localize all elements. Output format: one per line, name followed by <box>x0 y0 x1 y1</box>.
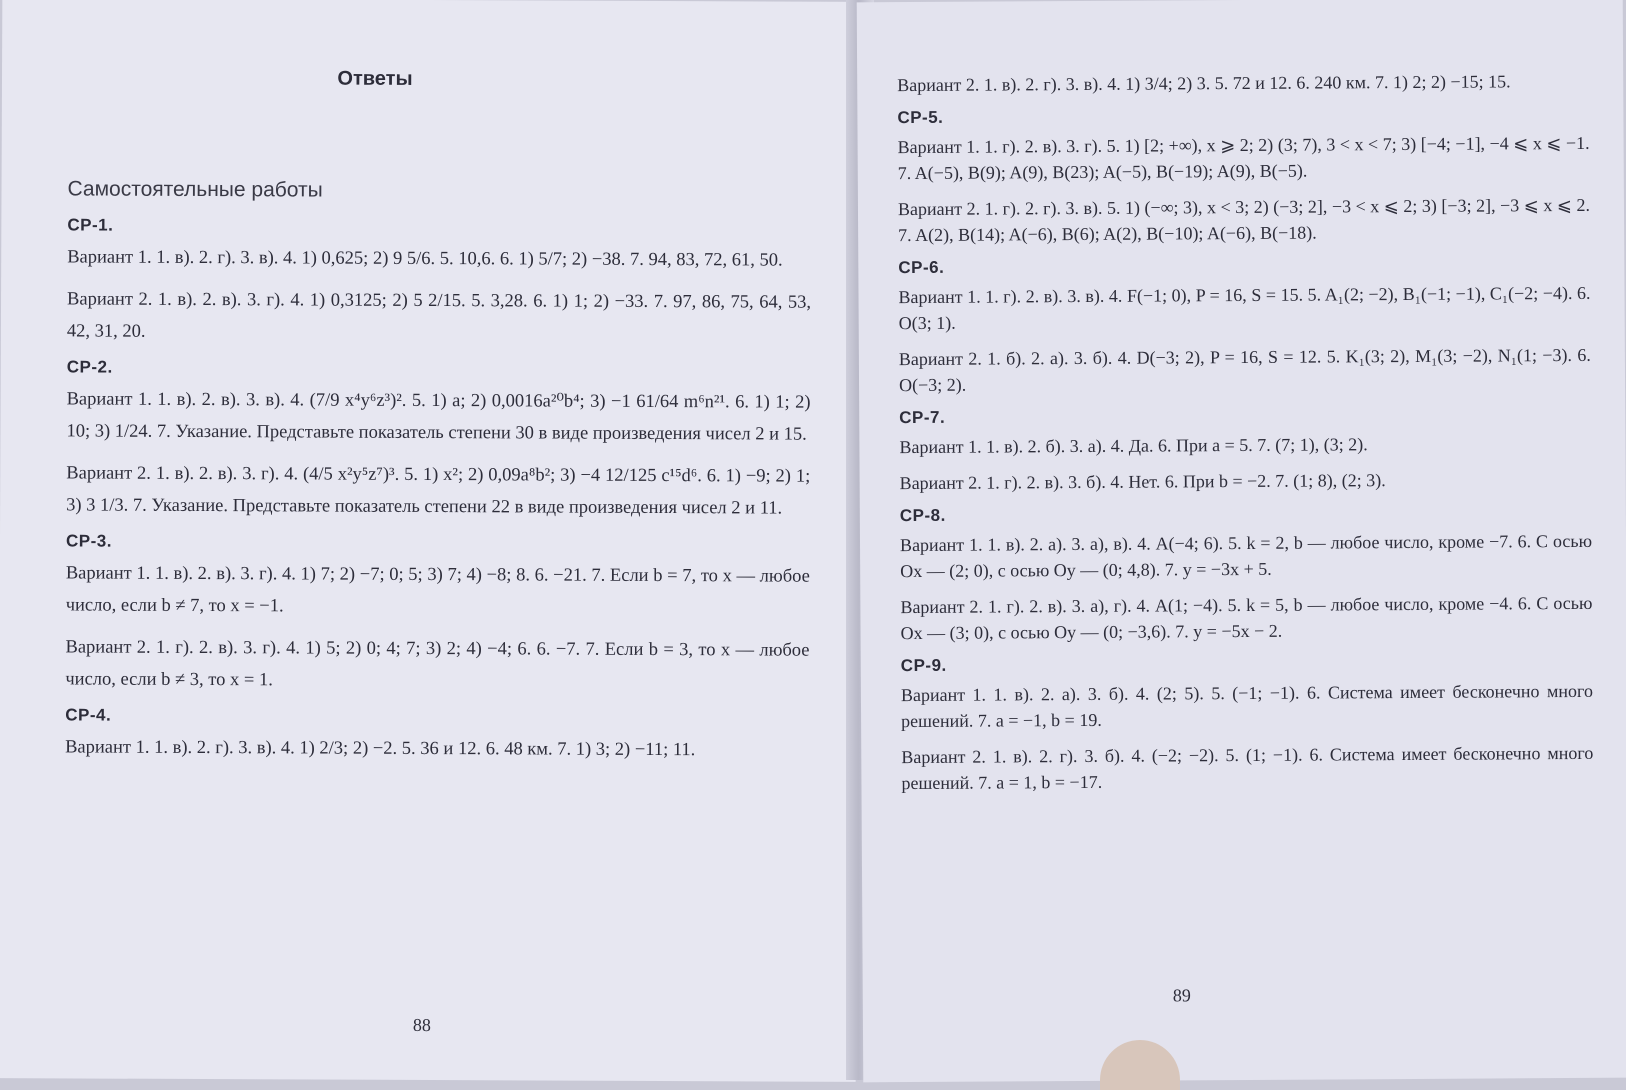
answer-paragraph: Вариант 2. 1. г). 2. в). 3. а), г). 4. A(1; −4). 5. k = 5, b — любое число, кроме −4. 6. С осью Ox — (3; 0), с осью Oy — (0; −3,6). 7. y = −5x − 2. <box>900 592 1593 644</box>
answer-paragraph: Вариант 1. 1. г). 2. в). 3. г). 5. 1) [2; +∞), x ⩾ 2; 2) (3; 7), 3 < x < 7; 3) [−4; −1], −4 ⩽ x ⩽ −1. 7. A(−5), B(9); A(9), B(23); A(−5), B(−19); A(9), B(−5). <box>897 132 1590 184</box>
page-number-left: 88 <box>412 1014 431 1036</box>
answers-title: Ответы <box>337 67 413 90</box>
answer-paragraph: Вариант 1. 1. в). 2. а). 3. а), в). 4. A(−4; 6). 5. k = 2, b — любое число, кроме −7. 6. С осью Ox — (2; 0), с осью Oy — (0; 4,8). 7. y = −3x + 5. <box>899 530 1593 582</box>
section-heading: СР-6. <box>898 257 945 278</box>
section-heading: СР-4. <box>65 705 112 725</box>
right-page <box>857 0 1626 1082</box>
answer-paragraph: Вариант 1. 1. в). 2. г). 3. в). 4. 1) 0,625; 2) 9 5/6. 5. 10,6. 6. 1) 5/7; 2) −38. 7. 94, 83, 72, 61, 50. <box>67 247 783 271</box>
left-answers-content <box>65 215 811 766</box>
answer-paragraph: Вариант 2. 1. в). 2. г). 3. в). 4. 1) 3/4; 2) 3. 5. 72 и 12. 6. 240 км. 7. 1) 2; 2) −15; 15. <box>897 71 1511 96</box>
answer-paragraph: Вариант 1. 1. в). 2. в). 3. г). 4. 1) 7; 2) −7; 0; 5; 3) 7; 4) −8; 8. 6. −21. 7. Если b = 7, то x — любое число, если b ≠ 7, то x = −1. <box>65 563 810 617</box>
section-heading: СР-9. <box>900 655 947 676</box>
answer-paragraph: Вариант 2. 1. г). 2. в). 3. б). 4. Нет. 6. При b = −2. 7. (1; 8), (2; 3). <box>899 470 1386 494</box>
right-answers-content <box>897 68 1593 796</box>
answer-paragraph: Вариант 2. 1. г). 2. в). 3. г). 4. 1) 5; 2) 0; 4; 7; 3) 2; 4) −4; 6. 6. −7. 7. Если b = 3, то x — любое число, если b ≠ 3, то x = 1. <box>65 637 810 691</box>
section-heading: СР-3. <box>65 531 113 551</box>
section-heading: СР-8. <box>899 505 946 526</box>
answer-paragraph: Вариант 2. 1. в). 2. в). 3. г). 4. 1) 0,3125; 2) 5 2/15. 5. 3,28. 6. 1) 1; 2) −33. 7. 97, 86, 75, 64, 53, 42, 31, 20. <box>66 289 812 342</box>
section-heading: СР-5. <box>897 107 944 128</box>
answer-paragraph: Вариант 1. 1. в). 2. г). 3. в). 4. 1) 2/3; 2) −2. 5. 36 и 12. 6. 48 км. 7. 1) 3; 2) −11; 11. <box>65 737 696 761</box>
answer-paragraph: Вариант 1. 1. г). 2. в). 3. в). 4. F(−1; 0), P = 16, S = 15. 5. A₁(2; −2), B₁(−1; −1), C₁(−2; −4). 6. O(3; 1). <box>898 282 1591 334</box>
section-heading: СР-1. <box>67 215 114 235</box>
section-heading: СР-7. <box>899 407 946 428</box>
page-number-right: 89 <box>1172 985 1191 1006</box>
section-title: Самостоятельные работы <box>67 177 323 202</box>
answer-paragraph: Вариант 1. 1. в). 2. а). 3. б). 4. (2; 5). 5. (−1; −1). 6. Система имеет бесконечно много решений. 7. a = −1, b = 19. <box>900 680 1593 732</box>
answer-paragraph: Вариант 1. 1. в). 2. в). 3. в). 4. (7/9 x⁴y⁶z³)². 5. 1) a; 2) 0,0016a²⁰b⁴; 3) −1 61/64 m⁶n²¹. 6. 1) 1; 2) 10; 3) 1/24. 7. Указание. Представьте показатель степени 30 в виде произведения чисел 2 и 15. <box>66 389 811 445</box>
answer-paragraph: Вариант 2. 1. в). 2. г). 3. б). 4. (−2; −2). 5. (1; −1). 6. Система имеет бесконечно много решений. 7. a = 1, b = −17. <box>901 742 1594 794</box>
answer-paragraph: Вариант 1. 1. в). 2. б). 3. а). 4. Да. 6. При a = 5. 7. (7; 1), (3; 2). <box>899 434 1368 458</box>
answer-paragraph: Вариант 2. 1. г). 2. г). 3. в). 5. 1) (−∞; 3), x < 3; 2) (−3; 2], −3 < x ⩽ 2; 3) [−3; 2], −3 ⩽ x ⩽ 2. 7. A(2), B(14); A(−6), B(6); A(2), B(−10); A(−6), B(−18). <box>897 194 1591 246</box>
answer-paragraph: Вариант 2. 1. в). 2. в). 3. г). 4. (4/5 x²y⁵z⁷)³. 5. 1) x²; 2) 0,09a⁸b²; 3) −4 12/125 c¹⁵d⁶. 6. 1) −9; 2) 1; 3) 3 1/3. 7. Указание. Представьте показатель степени 22 в виде произведения чисел 2 и 11. <box>66 463 811 519</box>
answer-paragraph: Вариант 2. 1. б). 2. а). 3. б). 4. D(−3; 2), P = 16, S = 12. 5. K₁(3; 2), M₁(3; −2), N₁(1; −3). 6. O(−3; 2). <box>898 344 1591 396</box>
section-heading: СР-2. <box>66 357 113 377</box>
